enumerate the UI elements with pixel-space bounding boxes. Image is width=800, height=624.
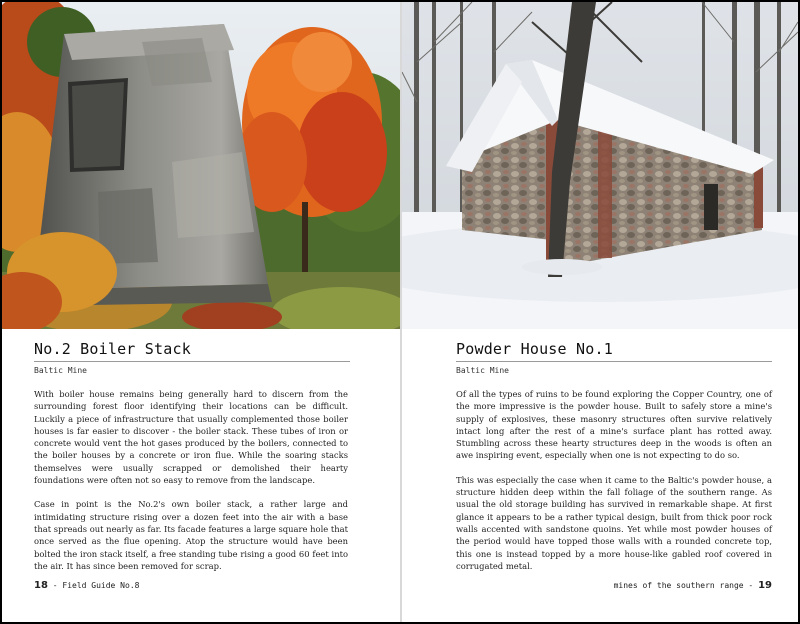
- boiler-stack-photo: [2, 2, 400, 329]
- right-page: [402, 2, 798, 622]
- page-subtitle: Baltic Mine: [456, 366, 509, 375]
- page-subtitle: Baltic Mine: [34, 366, 87, 375]
- left-page: [2, 2, 400, 622]
- paragraph: Of all the types of ruins to be found exploring the Copper Country, one of the more impressive is the powder house. Built to safely store a mine's supply of explosives, these masonry structures often survive relatively intact long after the rest of a mine's surface plant has rotted away. Stumbling across these hearty structures deep in the woods is often an awe inspiring event, especially when one is not expecting to do so.: [456, 389, 772, 461]
- page-title: Powder House No.1: [456, 340, 613, 358]
- paragraph: This was especially the case when it came to the Baltic's powder house, a structure hidden deep within the fall foliage of the southern range. As usual the old storage building has survived in remarkable shape. At first glance it appears to be a rather typical design, built from thick poor rock walls accented with sandstone quoins. Yet while most powder houses of the period would have topped those walls with a rounded concrete top, this one is instead topped by a more house-like gabled roof covered in corrugated metal.: [456, 474, 772, 571]
- footer-text: - Field Guide No.8: [52, 581, 140, 590]
- page-footer: [614, 580, 772, 591]
- page-number: 19: [758, 580, 772, 591]
- title-divider: [456, 361, 772, 362]
- page-footer: [34, 580, 139, 591]
- body-text: [456, 388, 772, 584]
- book-spread: [2, 2, 798, 622]
- body-text: [34, 388, 348, 584]
- page-title: No.2 Boiler Stack: [34, 340, 191, 358]
- footer-text: mines of the southern range -: [613, 581, 754, 590]
- paragraph: With boiler house remains being generally hard to discern from the surrounding forest floor identifying their locations can be difficult. Luckily a piece of infrastructure that usually complemented those boiler houses is far easier to discover - the boiler stack. These tubes of iron or concrete would vent the hot gases produced by the boilers, connected to the boiler houses by a concrete or iron flue. While the soaring stacks themselves were usually scrapped or demolished their hearty foundations were often not so easy to remove from the landscape.: [34, 389, 348, 486]
- powder-house-photo: [402, 2, 798, 329]
- paragraph: Case in point is the No.2's own boiler stack, a rather large and intimidating structure rising over a dozen feet into the air with a base that spreads out nearly as far. Its facade features a large square hole that once served as the flue opening. Atop the structure would have been bolted the iron stack itself, a free standing tube rising a good 60 feet into the air. It has since been removed for scrap.: [34, 499, 348, 571]
- title-divider: [34, 361, 350, 362]
- page-number: 18: [34, 580, 48, 591]
